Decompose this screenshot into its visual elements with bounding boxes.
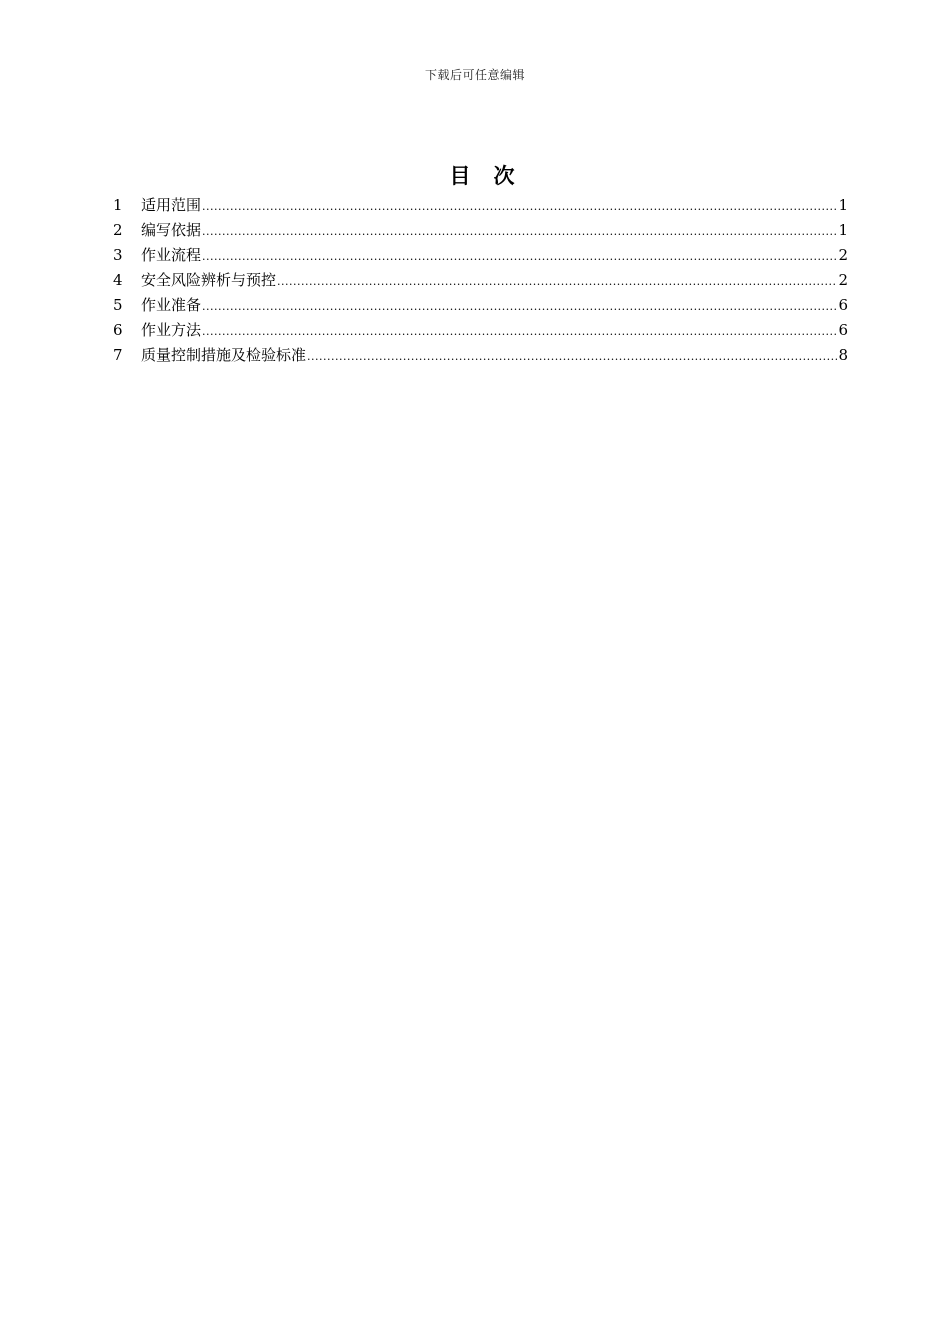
toc-entry-number: 2: [113, 221, 123, 239]
toc-entry-label: 作业准备: [141, 296, 202, 314]
toc-entry-number: 3: [113, 246, 123, 264]
toc-dot-leader: [307, 344, 837, 369]
toc-entry-1[interactable]: [113, 193, 848, 218]
toc-title: 目 次: [449, 163, 516, 188]
page-header-note: 下载后可任意编辑: [424, 68, 525, 82]
toc-entry-number: 6: [113, 321, 123, 339]
toc-entry-page: 1: [838, 196, 848, 214]
toc-entry-7[interactable]: [113, 343, 848, 368]
toc-entry-6[interactable]: [113, 318, 848, 343]
toc-entry-label: 作业流程: [141, 246, 202, 264]
toc-entry-4[interactable]: [113, 268, 848, 293]
toc-entry-number: 4: [113, 271, 123, 289]
toc-entry-5[interactable]: [113, 293, 848, 318]
toc-entry-label: 安全风险辨析与预控: [141, 271, 277, 289]
toc-dot-leader: [202, 294, 837, 319]
toc-entry-page: 8: [838, 346, 848, 364]
table-of-contents: [113, 193, 848, 368]
toc-dot-leader: [277, 269, 837, 294]
toc-entry-2[interactable]: [113, 218, 848, 243]
toc-entry-label: 作业方法: [141, 321, 202, 339]
toc-dot-leader: [202, 244, 837, 269]
toc-entry-label: 编写依据: [141, 221, 202, 239]
toc-entry-number: 5: [113, 296, 123, 314]
toc-entry-page: 6: [838, 321, 848, 339]
toc-dot-leader: [202, 319, 837, 344]
toc-entry-number: 7: [113, 346, 123, 364]
toc-entry-label: 质量控制措施及检验标准: [141, 346, 307, 364]
toc-dot-leader: [202, 219, 837, 244]
toc-entry-number: 1: [113, 196, 123, 214]
toc-dot-leader: [202, 194, 837, 219]
toc-entry-label: 适用范围: [141, 196, 202, 214]
toc-entry-page: 2: [838, 271, 848, 289]
toc-entry-3[interactable]: [113, 243, 848, 268]
toc-entry-page: 6: [838, 296, 848, 314]
toc-entry-page: 1: [838, 221, 848, 239]
toc-entry-page: 2: [838, 246, 848, 264]
